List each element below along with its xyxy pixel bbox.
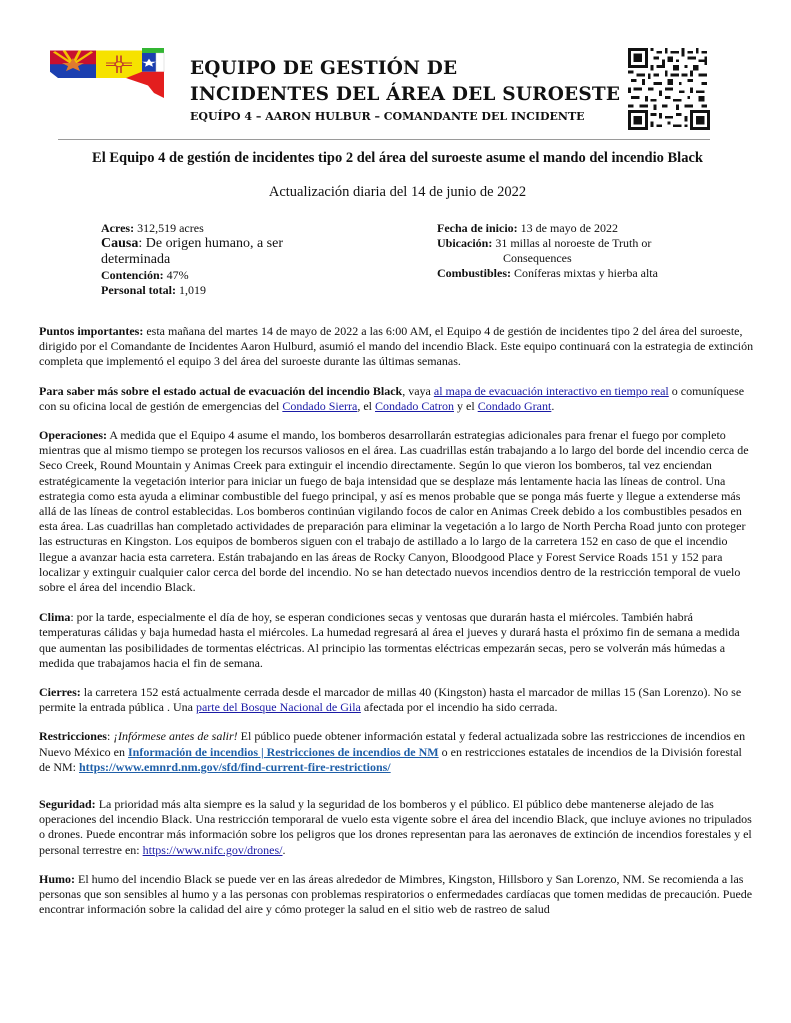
fact-label: Fecha de inicio: bbox=[437, 221, 518, 235]
fact-value: 312,519 acres bbox=[134, 221, 204, 235]
fact-cause bbox=[101, 236, 341, 268]
qr-code-icon bbox=[628, 48, 710, 130]
section-label: Clima bbox=[39, 610, 71, 625]
fact-location bbox=[437, 236, 717, 266]
update-date: Actualización diaria del 14 de junio de 2022 bbox=[268, 184, 527, 200]
document-header bbox=[0, 0, 791, 140]
section-text: : bbox=[106, 729, 114, 744]
emnrd-link[interactable]: https://www.emnrd.nm.gov/sfd/find-current-fire-restrictions/ bbox=[79, 759, 391, 774]
fact-fuels bbox=[437, 266, 717, 281]
nm-fire-restrictions-link[interactable]: Información de incendios | Restricciones de incendios de NM bbox=[127, 744, 439, 759]
section-italic-text: ¡Infórmese antes de salir! bbox=[113, 729, 238, 744]
southwest-states-flags-logo-icon bbox=[50, 48, 165, 98]
section-text: o en restricciones estatales de incendios de la División forestal de NM: bbox=[39, 744, 742, 774]
fact-value: : De origen humano, a ser determinada bbox=[101, 236, 283, 267]
header-subtitle: EQUÍPO 4 – AARON HULBUR – COMANDANTE DEL INCIDENTE bbox=[190, 110, 585, 123]
evacuation-map-link[interactable]: al mapa de evacuación interactivo en tiempo real bbox=[433, 383, 669, 398]
section-label: Seguridad: bbox=[39, 797, 96, 812]
section-label: Para saber más sobre el estado actual de evacuación del incendio Black bbox=[39, 383, 403, 398]
section-smoke bbox=[39, 872, 755, 918]
grant-county-link[interactable]: Condado Grant bbox=[477, 398, 552, 413]
fact-value-continued: Consequences bbox=[503, 251, 572, 265]
catron-county-link[interactable]: Condado Catron bbox=[375, 398, 455, 413]
section-text: : por la tarde, especialmente el día de hoy, se esperan condiciones secas y ventosas que durarán hasta el miércoles. También habrá temperaturas cálidas y baja humedad hasta el miércoles. La humedad regresará al área el jueves y durará hasta el próximo fin de semana a medida que aumentan las posibilidades de tormentas eléctricas. Al principio las tormentas eléctricas empezarán secas, pero se volverán más húmedas a medida que trabajamos hacia el fin de semana. bbox=[39, 610, 740, 670]
nifc-drones-link[interactable]: https://www.nifc.gov/drones/ bbox=[142, 842, 283, 857]
fact-acres bbox=[101, 221, 341, 236]
section-evacuation bbox=[39, 384, 755, 414]
fact-value: 31 millas al noroeste de Truth or bbox=[492, 236, 652, 250]
section-label: Cierres: bbox=[39, 685, 81, 700]
section-text: El humo del incendio Black se puede ver en las áreas alrededor de Mimbres, Kingston, Hillsboro y San Lorenzo, NM. Se recomienda a las personas que son sensibles al humo y a las personas con problemas respiratorios o enfermedades cardíacas que tomen medidas de precaución. Puede encontrar información sobre la calidad del aire y cómo proteger la salud en el sitio web de rastreo de salud bbox=[39, 871, 753, 917]
section-weather bbox=[39, 610, 755, 671]
section-label: Operaciones: bbox=[39, 428, 107, 443]
fact-label: Combustibles: bbox=[437, 266, 512, 280]
fact-value: 47% bbox=[163, 268, 189, 282]
header-divider bbox=[58, 139, 710, 140]
fact-value: Coníferas mixtas y hierba alta bbox=[511, 266, 658, 280]
fact-label: Contención: bbox=[101, 268, 164, 282]
section-label: Restricciones bbox=[39, 729, 107, 744]
section-text: . bbox=[551, 398, 555, 413]
fact-personnel bbox=[101, 283, 341, 298]
section-text: afectada por el incendio ha sido cerrada. bbox=[360, 700, 558, 715]
section-restrictions bbox=[39, 729, 755, 775]
section-text: La prioridad más alta siempre es la salud y la seguridad de los bomberos y el público. El público debe mantenerse alejado de las operaciones del incendio Black. Una restricción temporaral de vuelo esta vigente sobre el área del incendio Black, que incluye aviones no tripulados o drones. Puede encontrar más información sobre los peligros que los drones representan para las aeronaves de extinción de incendios forestales y el personal terrestre en: bbox=[39, 797, 752, 857]
fact-label: Acres: bbox=[101, 221, 135, 235]
gila-national-forest-link[interactable]: parte del Bosque Nacional de Gila bbox=[195, 700, 361, 715]
header-titles bbox=[190, 56, 620, 125]
section-closures bbox=[39, 685, 755, 715]
section-text: la carretera 152 está actualmente cerrada desde el marcador de millas 40 (Kingston) hasta el marcador de millas 15 (San Lorenzo). No se permite la entrada pública . Una bbox=[39, 685, 742, 715]
section-label: Puntos importantes: bbox=[39, 324, 144, 338]
section-highlights bbox=[39, 324, 755, 370]
fact-containment bbox=[101, 268, 341, 283]
sierra-county-link[interactable]: Condado Sierra bbox=[282, 398, 358, 413]
section-operations bbox=[39, 428, 755, 595]
fire-facts-left bbox=[101, 221, 341, 298]
section-label: Humo: bbox=[39, 871, 75, 886]
header-title-line-2: INCIDENTES DEL ÁREA DEL SUROESTE bbox=[190, 84, 621, 105]
section-text: esta mañana del martes 14 de mayo de 2022 a las 6:00 AM, el Equipo 4 de gestión de incidentes tipo 2 del área del suroeste, dirigido por el Comandante de Incidentes Aaron Hulburd, asumió el mando del incendio Black. Este equipo continuará con la estrategia de extinción completa que implementó el equipo 3 del área del suroeste durante las últimas semanas. bbox=[39, 324, 754, 369]
document-body bbox=[39, 324, 755, 932]
section-text: A medida que el Equipo 4 asume el mando, los bomberos desarrollarán estrategias adicionales para frenar el fuego por completo mientras que al mismo tiempo se protegen los recursos valiosos en el área. Las cuadrillas están trabajando a lo largo del borde del incendio cerca de Seco Creek, Round Mountain y Animas Creek para extinguir el incendio directamente. Según lo que vieron los bomberos, tal vez enciendan estratégicamente la vegetación interior para iniciar un fuego de baja intensidad que se desplaze más lentamente hacia las líneas de control. Una estrategia como esta ayuda a eliminar combustible del fuego principal, y así es menos probable que se ponga más fuerte y llegue a extenderse más allá de las líneas de control establecidas. Los bomberos continúan vigilando focos de calor en Animas Creek debido a los combustibles pesados en esta área. Las cuadrillas han completado actividades de preparación para eliminar la vegetación a lo largo de North Percha Road junto con proteger las estructuras en Kingston. Los equipos de bomberos siguen con el trabajo de astillado a lo largo de la carretera 152 en caso de que el incendio llegue a avanzar hacia esta carretera. Están trabajando en las áreas de Rocky Canyon, Bloodgood Place y Forest Service Roads 151 y 152 para localizar y extinguir cualquier calor cerca del borde del incendio. No se han detectado nuevos incendios dentro de la restricción temporal de vuelo sobre el área del incendio Black. bbox=[39, 428, 749, 595]
section-text: , vaya bbox=[402, 383, 434, 398]
header-title-line-1: EQUIPO DE GESTIÓN DE bbox=[190, 58, 458, 79]
section-text: . bbox=[282, 842, 286, 857]
section-safety bbox=[39, 797, 755, 858]
section-text: , el bbox=[357, 398, 376, 413]
fact-value: 13 de mayo de 2022 bbox=[517, 221, 618, 235]
fact-value: 1,019 bbox=[175, 283, 206, 297]
fire-facts-right bbox=[437, 221, 717, 281]
fact-label: Personal total: bbox=[101, 283, 176, 297]
section-text: o comuníquese con su oficina local de gestión de emergencias del bbox=[39, 383, 745, 413]
fact-start-date bbox=[437, 221, 717, 236]
fact-label: Ubicación: bbox=[437, 236, 493, 250]
fact-label: Causa bbox=[101, 236, 139, 251]
headline-title: El Equipo 4 de gestión de incidentes tipo 2 del área del suroeste asume el mando del incendio Black bbox=[92, 150, 703, 166]
section-text: y el bbox=[454, 398, 478, 413]
section-text: El público puede obtener información estatal y federal actualizada sobre las restricciones de incendios en Nuevo México en bbox=[39, 729, 746, 759]
